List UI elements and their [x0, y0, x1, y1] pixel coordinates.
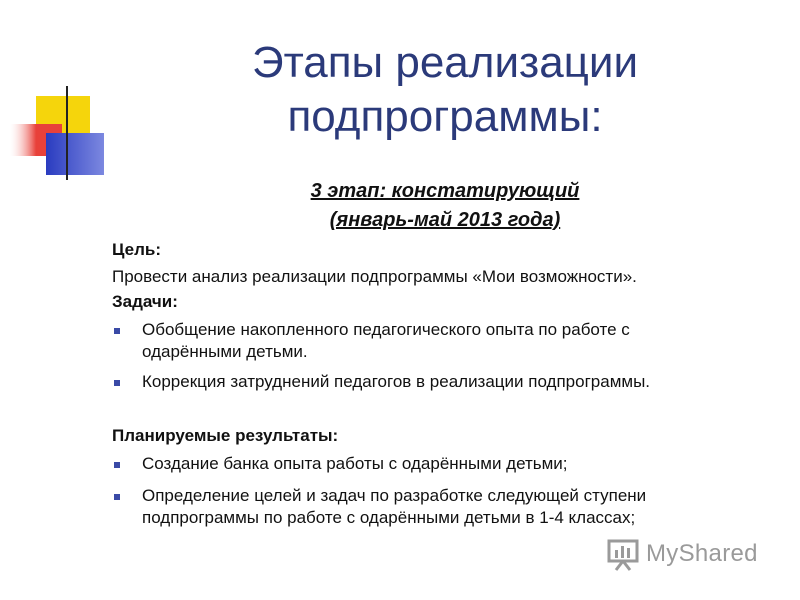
list-item-line: Коррекция затруднений педагогов в реализации подпрограммы.: [142, 372, 651, 391]
myshared-logo-icon: [606, 536, 642, 572]
title-line-2: подпрограммы:: [287, 92, 603, 141]
deco-yellow-square: [36, 96, 90, 146]
list-item: [112, 453, 772, 475]
deco-red-bar: [10, 124, 62, 156]
bullet-marker-icon: [114, 380, 120, 386]
list-item: [112, 485, 772, 529]
bullet-marker-icon: [114, 494, 120, 500]
tasks-list: [112, 319, 772, 393]
slide-title: [230, 36, 660, 144]
list-item: [112, 319, 772, 363]
title-line-1: Этапы реализации: [251, 38, 639, 87]
watermark-text: MyShared: [646, 540, 758, 567]
stage-subtitle: 3 этап: констатирующий: [310, 180, 580, 202]
list-item-line: Создание банка опыта работы с одарёнными детьми;: [142, 454, 568, 473]
list-item-line: Обобщение накопленного педагогического опыта по работе с: [142, 320, 630, 339]
tasks-heading: Задачи:: [112, 292, 178, 311]
list-item-line: Определение целей и задач по разработке следующей ступени: [142, 486, 647, 505]
bullet-marker-icon: [114, 462, 120, 468]
goal-heading: Цель:: [112, 240, 161, 259]
results-heading: Планируемые результаты:: [112, 426, 339, 445]
goal-text: Провести анализ реализации подпрограммы «Мои возможности».: [112, 267, 637, 286]
results-list: [112, 453, 772, 529]
watermark: [606, 536, 776, 572]
deco-blue-square: [46, 133, 104, 175]
bullet-marker-icon: [114, 328, 120, 334]
list-item: [112, 371, 772, 393]
stage-period: (январь-май 2013 года): [329, 209, 561, 231]
list-item-line: одарёнными детьми.: [142, 342, 308, 361]
list-item-line: подпрограммы по работе с одарёнными детьми в 1-4 классах;: [142, 508, 636, 527]
